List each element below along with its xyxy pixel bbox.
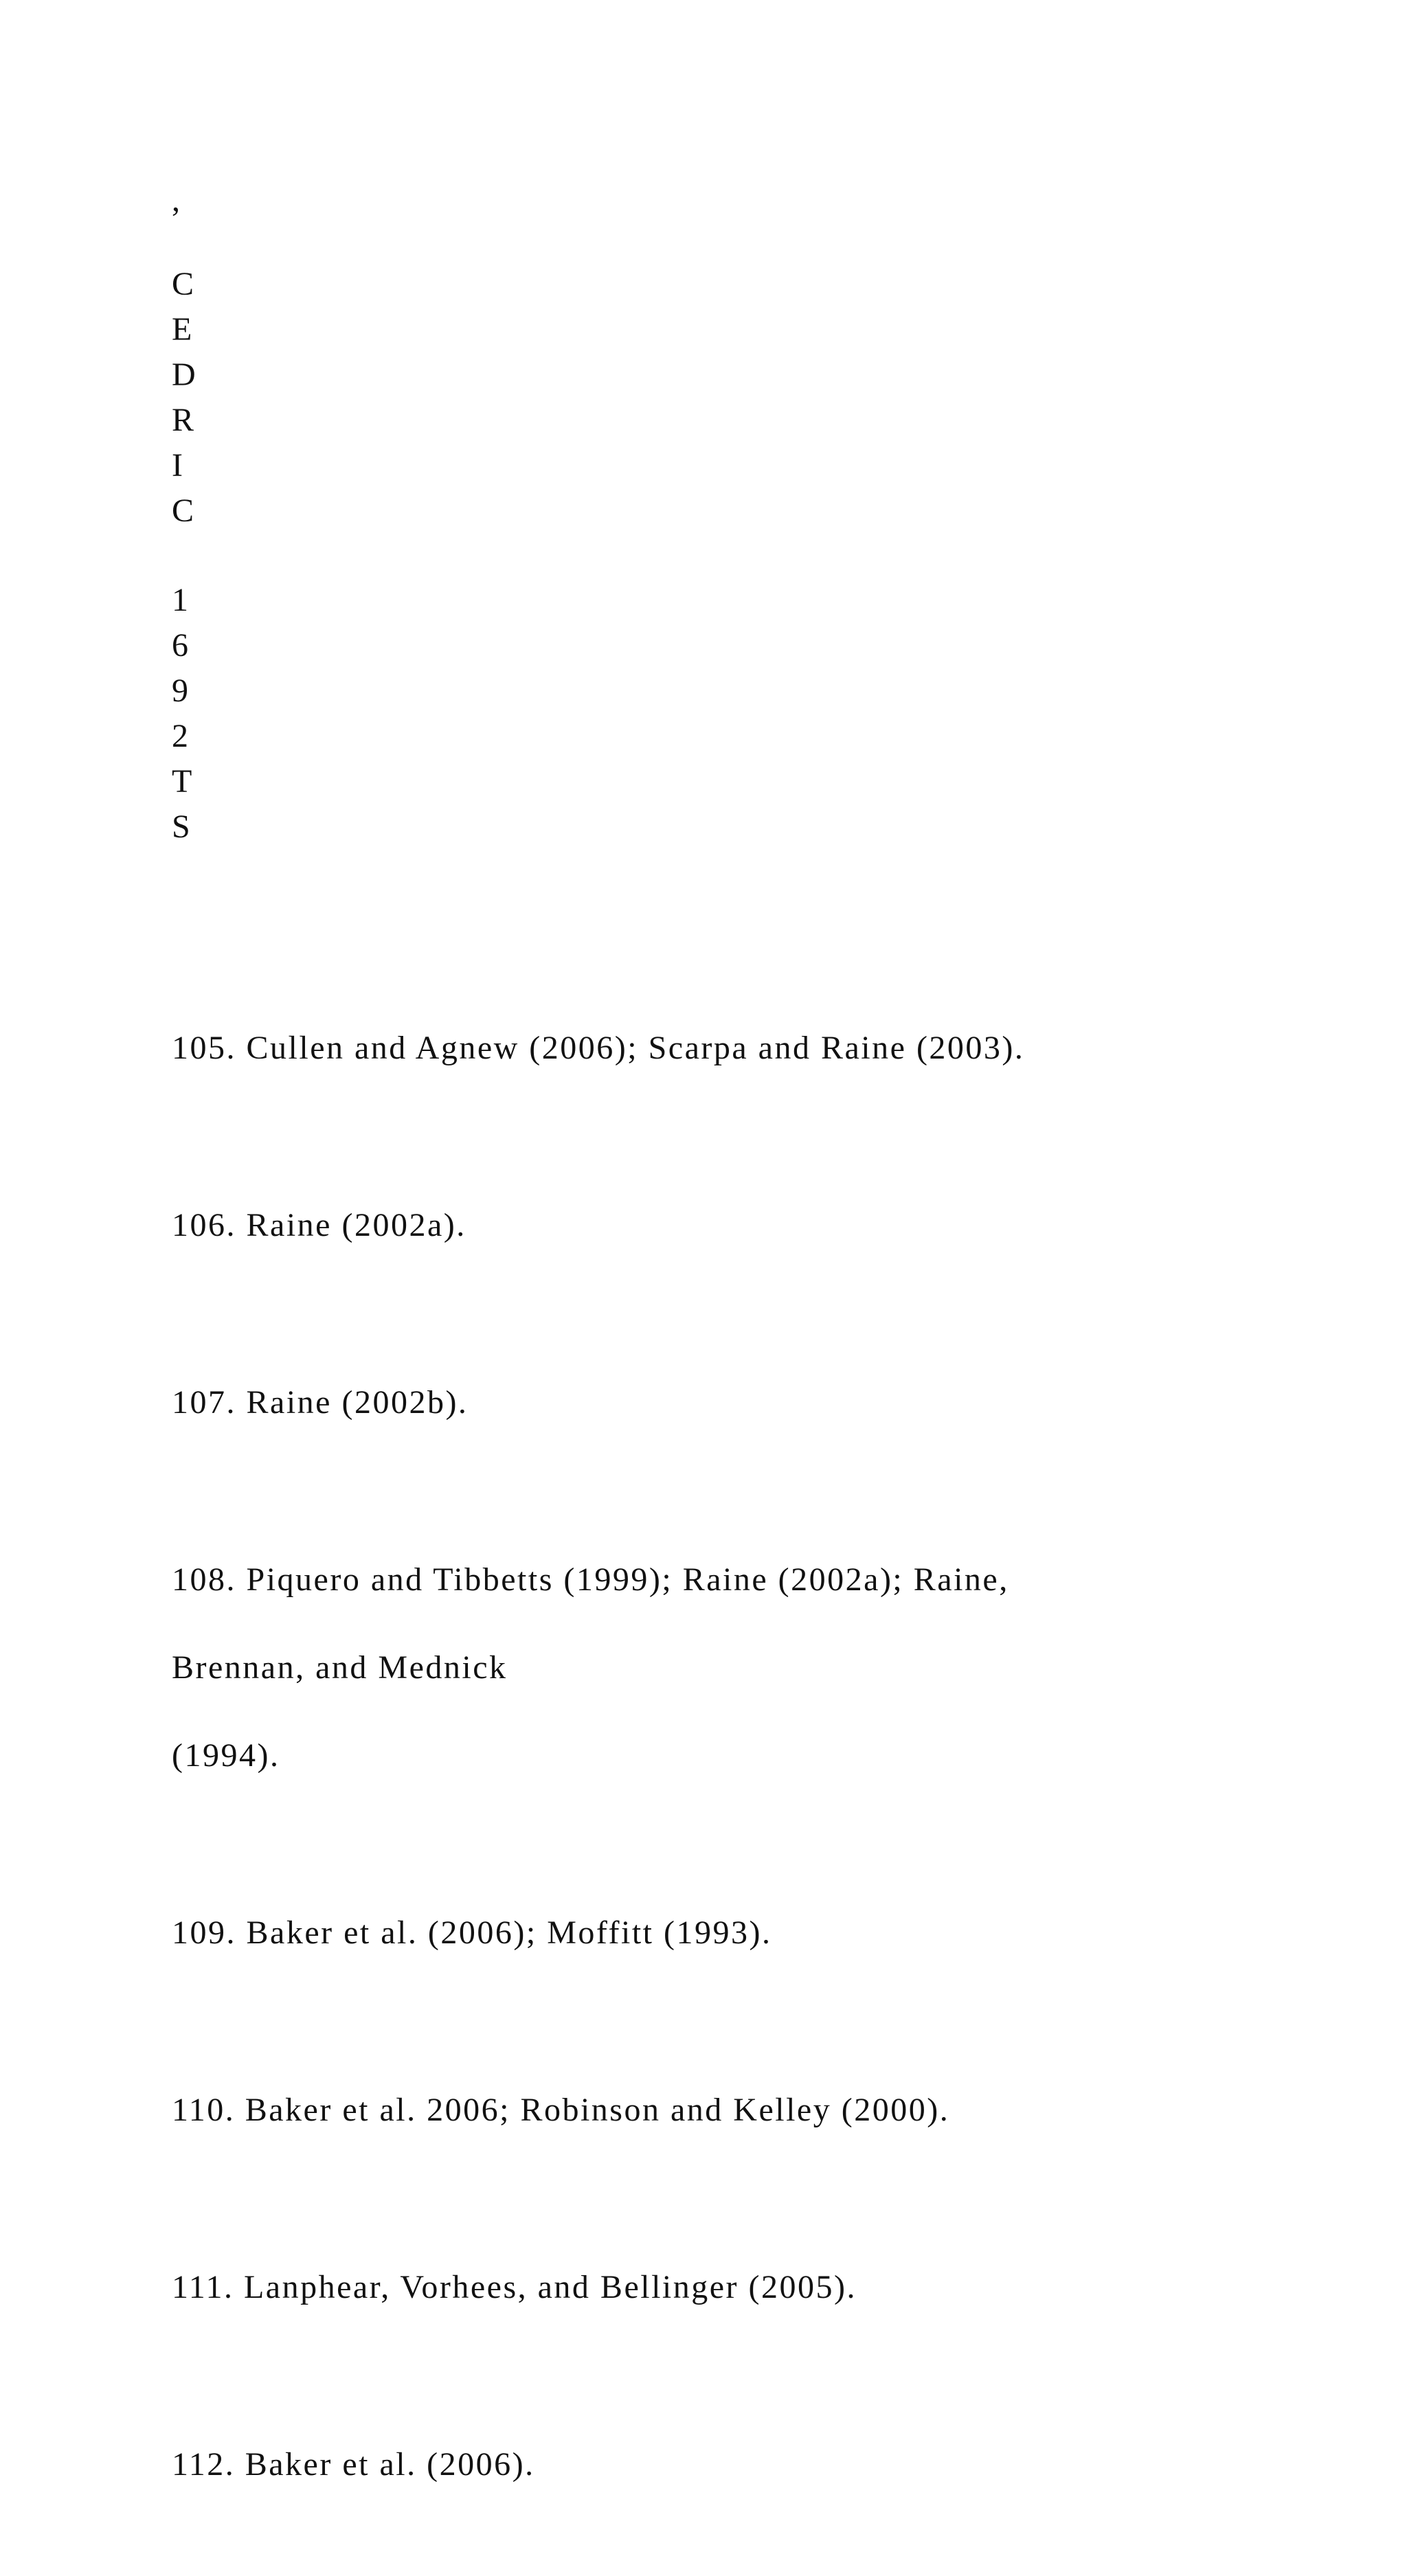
endnote-line: 105. Cullen and Agnew (2006); Scarpa and Raine (2003). bbox=[172, 1030, 1025, 1066]
vertical-char: I bbox=[172, 447, 183, 484]
vertical-char: C bbox=[172, 493, 194, 529]
vertical-char: R bbox=[172, 402, 194, 438]
endnote bbox=[172, 1514, 1271, 1822]
endnote-line: 107. Raine (2002b). bbox=[172, 1384, 469, 1421]
vertical-char: 2 bbox=[172, 718, 188, 754]
endnote-line: 111. Lanphear, Vorhees, and Bellinger (2005). bbox=[172, 2269, 857, 2305]
endnote bbox=[172, 1867, 1271, 1999]
vertical-char: E bbox=[172, 311, 192, 348]
endnote bbox=[172, 2044, 1271, 2176]
endnote-line: 109. Baker et al. (2006); Moffitt (1993). bbox=[172, 1914, 772, 1951]
endnote-line: 112. Baker et al. (2006). bbox=[172, 2446, 535, 2483]
endnote-line: 106. Raine (2002a). bbox=[172, 1207, 466, 1243]
endnote-line: (1994). bbox=[172, 1737, 280, 1774]
endnote bbox=[172, 1337, 1271, 1469]
vertical-char: D bbox=[172, 357, 196, 393]
endnote-line: 108. Piquero and Tibbetts (1999); Raine (2002a); Raine, bbox=[172, 1561, 1009, 1598]
vertical-char: T bbox=[172, 763, 192, 800]
endnote bbox=[172, 1160, 1271, 1291]
vertical-char: 6 bbox=[172, 627, 188, 664]
vertical-char: 1 bbox=[172, 582, 188, 618]
endnotes-list bbox=[172, 982, 1271, 2576]
vertical-char: 9 bbox=[172, 673, 188, 709]
vertical-char: S bbox=[172, 809, 190, 845]
vertical-char: , bbox=[172, 182, 180, 218]
vertical-character-column bbox=[172, 0, 254, 893]
vertical-char: C bbox=[172, 266, 194, 302]
endnote-line: Brennan, and Mednick bbox=[172, 1649, 508, 1686]
endnote bbox=[172, 2222, 1271, 2353]
endnote bbox=[172, 982, 1271, 1114]
endnote bbox=[172, 2399, 1271, 2531]
endnote-line: 110. Baker et al. 2006; Robinson and Kelley (2000). bbox=[172, 2092, 950, 2128]
